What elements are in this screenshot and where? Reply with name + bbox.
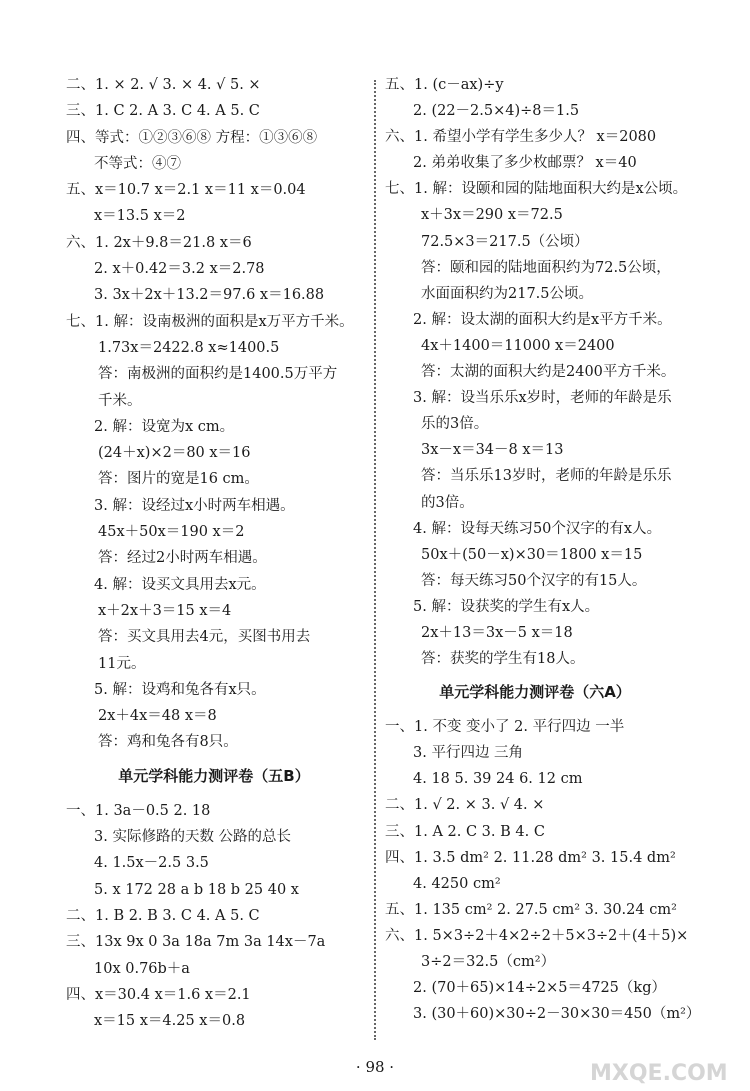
answer-line: 五、1. 135 cm² 2. 27.5 cm² 3. 30.24 cm² [385, 901, 677, 918]
answer-line: 六、1. 5×3÷2＋4×2÷2＋5×3÷2＋(4＋5)× [385, 927, 689, 944]
answer-line: 2. 弟弟收集了多少枚邮票？ x＝40 [413, 155, 637, 172]
answer-line: 答：买文具用去4元，买图书用去 [98, 629, 311, 646]
answer-line: 乐的3倍。 [421, 416, 489, 433]
answer-line: 3. (30＋60)×30÷2－30×30＝450（m²） [413, 1006, 701, 1023]
answer-line: 4. 1.5x－2.5 3.5 [94, 855, 209, 872]
answer-line: 4x＋1400＝11000 x＝2400 [421, 337, 615, 354]
answer-line: 2. 解：设宽为x cm。 [94, 418, 235, 435]
answer-line: 5. 解：设获奖的学生有x人。 [413, 598, 600, 615]
answer-line: 50x＋(50－x)×30＝1800 x＝15 [421, 546, 643, 563]
right-column [385, 72, 701, 1027]
column-divider [374, 80, 376, 1040]
answer-line: x＋3x＝290 x＝72.5 [421, 207, 563, 224]
answer-line: 10x 0.76b＋a [94, 960, 190, 977]
answer-line: x＝15 x＝4.25 x＝0.8 [94, 1013, 246, 1030]
answer-line: 11元。 [98, 655, 146, 672]
answer-line: 3x－x＝34－8 x＝13 [421, 442, 564, 459]
answer-line: 二、1. B 2. B 3. C 4. A 5. C [66, 907, 260, 924]
answer-line: 2. 解：设太湖的面积大约是x平方千米。 [413, 311, 672, 328]
answer-line: 答：南极洲的面积约是1400.5万平方 [98, 366, 338, 383]
answer-line: 1.73x＝2422.8 x≈1400.5 [98, 339, 280, 356]
section-title: 单元学科能力测评卷（五B） [118, 766, 310, 785]
answer-line: 3÷2＝32.5（cm²） [421, 954, 556, 970]
answer-line: 一、1. 不变 变小了 2. 平行四边 一半 [385, 719, 625, 736]
page-number: · 98 · [355, 1058, 395, 1076]
answer-line: 答：太湖的面积大约是2400平方千米。 [421, 364, 676, 381]
answer-line: 三、13x 9x 0 3a 18a 7m 3a 14x－7a [66, 934, 326, 951]
answer-line: 千米。 [98, 392, 142, 409]
answer-line: 六、1. 希望小学有学生多少人？ x＝2080 [385, 129, 657, 146]
answer-line: 三、1. A 2. C 3. B 4. C [385, 823, 545, 840]
answer-line: 答：获奖的学生有18人。 [421, 651, 585, 668]
answer-line: 二、1. × 2. √ 3. × 4. √ 5. × [66, 77, 261, 93]
answer-line: 四、x＝30.4 x＝1.6 x＝2.1 [66, 986, 251, 1003]
answer-line: 4. 解：设每天练习50个汉字的有x人。 [413, 520, 662, 537]
answer-line: 三、1. C 2. A 3. C 4. A 5. C [66, 103, 260, 120]
answer-line: 答：鸡和兔各有8只。 [98, 734, 238, 751]
watermark-text: MXQE.COM [590, 1061, 728, 1086]
answer-line: 答：每天练习50个汉字的有15人。 [421, 572, 647, 589]
section-title: 单元学科能力测评卷（六A） [439, 683, 631, 702]
answer-line: 不等式：④⑦ [94, 155, 181, 172]
watermark-logo [586, 1052, 744, 1088]
answer-line: 3. 平行四边 三角 [413, 745, 524, 762]
answer-line: 一、1. 3a－0.5 2. 18 [66, 802, 211, 819]
answer-line: 4. 18 5. 39 24 6. 12 cm [413, 771, 583, 788]
answer-line: 水面面积约为217.5公顷。 [421, 285, 594, 302]
answer-line: 答：图片的宽是16 cm。 [98, 471, 259, 488]
answer-line: (24＋x)×2＝80 x＝16 [98, 445, 251, 462]
answer-line: 六、1. 2x＋9.8＝21.8 x＝6 [66, 234, 252, 251]
answer-line: 4. 4250 cm² [413, 875, 501, 892]
answer-line: 3. 3x＋2x＋13.2＝97.6 x＝16.88 [94, 287, 325, 304]
answer-line: 5. x 172 28 a b 18 b 25 40 x [94, 881, 299, 898]
answer-line: 3. 解：设经过x小时两车相遇。 [94, 497, 295, 514]
answer-line: 答：当乐乐13岁时，老师的年龄是乐乐 [421, 468, 672, 485]
answer-line: 五、x＝10.7 x＝2.1 x＝11 x＝0.04 [66, 182, 306, 199]
answer-line: 四、1. 3.5 dm² 2. 11.28 dm² 3. 15.4 dm² [385, 849, 676, 866]
answer-line: 四、等式：①②③⑥⑧ 方程：①③⑥⑧ [66, 129, 318, 146]
answer-line: x＝13.5 x＝2 [94, 208, 186, 225]
answer-line: 3. 实际修路的天数 公路的总长 [94, 829, 292, 846]
answer-line: 二、1. √ 2. × 3. √ 4. × [385, 797, 545, 814]
answer-line: 2. x＋0.42＝3.2 x＝2.78 [94, 261, 265, 278]
left-column [66, 72, 362, 1034]
answer-line: 5. 解：设鸡和兔各有x只。 [94, 681, 266, 698]
answer-line: 答：颐和园的陆地面积约为72.5公顷， [421, 259, 671, 276]
answer-line: 2x＋4x＝48 x＝8 [98, 708, 217, 725]
answer-line: 2. (70＋65)×14÷2×5＝4725（kg） [413, 980, 666, 997]
answer-line: 45x＋50x＝190 x＝2 [98, 524, 245, 541]
answer-line: 3. 解：设当乐乐x岁时，老师的年龄是乐 [413, 390, 672, 407]
answer-line: 4. 解：设买文具用去x元。 [94, 576, 266, 593]
answer-line: 2. (22－2.5×4)÷8＝1.5 [413, 103, 580, 120]
answer-line: 七、1. 解：设颐和园的陆地面积大约是x公顷。 [385, 181, 688, 198]
answer-line: x＋2x＋3＝15 x＝4 [98, 602, 232, 619]
answer-line: 2x＋13＝3x－5 x＝18 [421, 624, 573, 641]
answer-line: 七、1. 解：设南极洲的面积是x万平方千米。 [66, 313, 354, 330]
answer-line: 的3倍。 [421, 494, 474, 511]
answer-line: 答：经过2小时两车相遇。 [98, 550, 267, 567]
answer-line: 五、1. (c－ax)÷y [385, 77, 504, 93]
answer-line: 72.5×3＝217.5（公顷） [421, 233, 589, 250]
